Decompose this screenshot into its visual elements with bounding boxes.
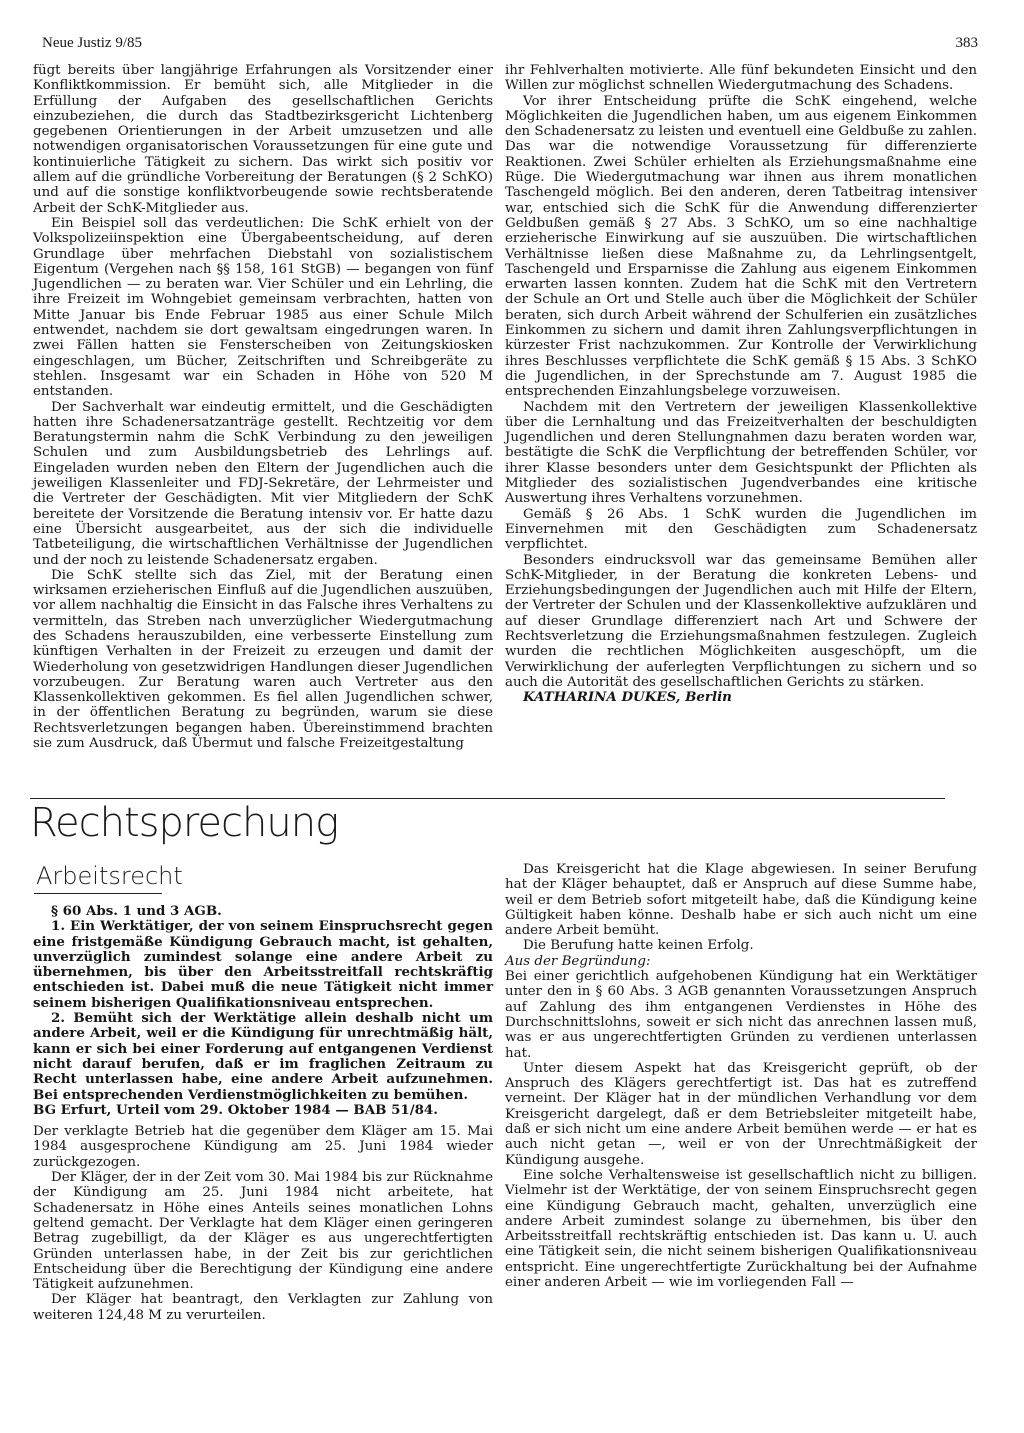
- case-left-column: [33, 904, 493, 1323]
- reasons-paragraph: Bei einer gerichtlich aufgehobenen Kündigung hat ein Werktätiger unter den in § 60 Abs. 3 AGB genannten Voraussetzungen Anspruch auf Zahlung des ihm entgangenen Verdienstes in Höhe des Durchschnittslohns, soweit er sich nicht das anrechnen lassen muß, was er aus ungerechtfertigten Gründen zu verdienen unterlassen hat.: [505, 969, 977, 1061]
- section-title: Rechtsprechung: [30, 800, 339, 846]
- page-number: 383: [955, 35, 978, 51]
- subsection-underline: [34, 893, 162, 894]
- section-divider: [30, 798, 945, 799]
- case-paragraph: Der Kläger, der in der Zeit vom 30. Mai 1984 bis zur Rücknahme der Kündigung am 25. Juni 1984 nicht arbeitete, hat Schadenersatz in Höhe eines Anteils seines monatlichen Lohns geltend gemacht. Der Verklagte hat dem Kläger einen geringeren Betrag zugebilligt, da der Kläger es aus ungerechtfertigten Gründen unterlassen habe, in der Zeit bis zur gerichtlichen Entscheidung über die Berechtigung der Kündigung eine andere Tätigkeit aufzunehmen.: [33, 1170, 493, 1293]
- article-paragraph: Gemäß § 26 Abs. 1 SchK wurden die Jugendlichen im Einvernehmen mit den Geschädigten zum Schadenersatz verpflichtet.: [505, 506, 977, 553]
- case-norm: § 60 Abs. 1 und 3 AGB.: [51, 903, 222, 919]
- article-paragraph: ihr Fehlverhalten motivierte. Alle fünf bekundeten Einsicht und den Willen zur möglichst schnellen Wiedergutmachung des Schadens.: [505, 63, 977, 94]
- case-citation: BG Erfurt, Urteil vom 29. Oktober 1984 — BAB 51/84.: [33, 1101, 438, 1118]
- article-paragraph: Die SchK stellte sich das Ziel, mit der Beratung einen wirksamen erzieherischen Einfluß auf die Jugendlichen auszuüben, vor allem nachhaltig die Einsicht in das Falsche ihres Verhaltens zu vermitteln, das Streben nach unverzüglicher Wiedergutmachung des Schadens herauszubilden, eine verbesserte Einstellung zum künftigen Verhalten in der Freizeit zu erzeugen und damit der Wiederholung von gesetzwidrigen Handlungen dieser Jugendlichen vorzubeugen. Zur Beratung waren auch Vertreter aus den Klassenkollektiven gekommen. Es fiel allen Jugendlichen schwer, in der öffentlichen Beratung zu begründen, warum sie diese Rechtsverletzungen begangen haben. Übereinstimmend brachten sie zum Ausdruck, daß Übermut und falsche Freizeitgestaltung: [33, 567, 493, 752]
- article-author: KATHARINA DUKES, Berlin: [523, 689, 732, 706]
- article-paragraph: Der Sachverhalt war eindeutig ermittelt, und die Geschädigten hatten ihre Schadenersatzanträge gestellt. Rechtzeitig vor dem Beratungstermin nahm die SchK Verbindung zu den jeweiligen Schulen und zum Ausbildungsbetrieb des Lehrlings auf. Eingeladen wurden neben den Eltern der Jugendlichen auch die jeweiligen Klassenleiter und FDJ-Sekretäre, der Lehrmeister und die Vertreter der Geschädigten. Mit vier Mitgliedern der SchK bereitete der Vorsitzende die Beratung intensiv vor. Er hatte dazu eine Übersicht ausgearbeitet, aus der sich die individuelle Tatbeteiligung, die wirtschaftlichen Verhältnisse der Jugendlichen und der noch zu leistende Schadenersatz ergaben.: [33, 399, 493, 568]
- case-paragraph: Der verklagte Betrieb hat die gegenüber dem Kläger am 15. Mai 1984 ausgesprochene Kündigung am 25. Juni 1984 wieder zurückgezogen.: [33, 1124, 493, 1170]
- page-header: [30, 30, 990, 56]
- case-headnote: 1. Ein Werktätiger, der von seinem Einspruchsrecht gegen eine fristgemäße Kündigung Gebrauch macht, ist gehalten, unverzüglich zumindest solange eine andere Arbeit zu übernehmen, bis über den Arbeitsstreitfall rechtskräftig entschieden ist. Dabei muß die neue Tätigkeit nicht immer seinem bisherigen Qualifikationsniveau entsprechen.: [33, 918, 493, 1011]
- subsection-title: Arbeitsrecht: [36, 862, 183, 890]
- case-paragraph: Die Berufung hatte keinen Erfolg.: [523, 938, 754, 954]
- reasons-heading: Aus der Begründung:: [505, 953, 651, 969]
- journal-title: Neue Justiz 9/85: [42, 35, 142, 51]
- article-paragraph: Nachdem mit den Vertretern der jeweiligen Klassenkollektive über die Lernhaltung und das Freizeitverhalten der beschuldigten Jugendlichen und deren Stellungnahmen dazu beraten worden war, bestätigte die SchK die Verpflichtung der betreffenden Schüler, vor ihrer Klasse besonders unter dem Gesichtspunkt der Pflichten als Mitglieder des sozialistischen Jugendverbandes eine kritische Auswertung ihres Verhaltens vorzunehmen.: [505, 399, 977, 507]
- case-paragraph: Das Kreisgericht hat die Klage abgewiesen. In seiner Berufung hat der Kläger behauptet, daß er Anspruch auf diese Summe habe, weil er dem Betrieb sofort mitgeteilt habe, daß die Kündigung keine Gültigkeit haben könne. Deshalb habe er sich auch nicht um eine andere Arbeit bemüht.: [505, 862, 977, 939]
- article-paragraph: Ein Beispiel soll das verdeutlichen: Die SchK erhielt von der Volkspolizeiinspektion eine Übergabeentscheidung, auf deren Grundlage über mehrfachen Diebstahl von sozialistischem Eigentum (Vergehen nach §§ 158, 161 StGB) — begangen von fünf Jugendlichen — zu beraten war. Vier Schüler und ein Lehrling, die ihre Freizeit im Wohngebiet gemeinsam verbrachten, hatten von Mitte Januar bis Ende Februar 1985 aus einer Schule Milch entwendet, nachdem sie dort gewaltsam eingedrungen waren. In zwei Fällen hatten sie Fensterscheiben von Zeitungskiosken eingeschlagen, um Bücher, Zeitschriften und Schreibgeräte zu stehlen. Insgesamt war ein Schaden in Höhe von 520 M entstanden.: [33, 215, 493, 400]
- case-headnote: 2. Bemüht sich der Werktätige allein deshalb nicht um andere Arbeit, weil er die Kündigung für unrechtmäßig hält, kann er sich bei einer Forderung auf entgangenen Verdienst nicht darauf berufen, daß er im fraglichen Zeitraum zu Recht unterlassen habe, eine andere Arbeit aufzunehmen. Bei entsprechenden Verdienstmöglichkeiten zu bemühen.: [33, 1010, 493, 1103]
- case-right-column: [505, 862, 977, 1290]
- article-left-column: [33, 63, 493, 751]
- reasons-paragraph: Unter diesem Aspekt hat das Kreisgericht geprüft, ob der Anspruch des Klägers gerechtfertigt ist. Das hat es zutreffend verneint. Der Kläger hat in der mündlichen Verhandlung vor dem Kreisgericht dargelegt, daß er dem Betriebsleiter mitgeteilt habe, daß er sich nicht um eine andere Arbeit bemühen werde — er hat es auch nicht getan —, weil er von der Unrechtmäßigkeit der Kündigung ausgehe.: [505, 1060, 977, 1168]
- article-paragraph: Besonders eindrucksvoll war das gemeinsame Bemühen aller SchK-Mitglieder, in der Beratung die konkreten Lebens- und Erziehungsbedingungen der Jugendlichen auch mit Hilfe der Eltern, der Vertreter der Schulen und der Klassenkollektive aufzuklären und auf dieser Grundlage differenziert nach Art und Schwere der Rechtsverletzung die Erziehungsmaßnahmen festzulegen. Zugleich wurden die rechtlichen Möglichkeiten ausgeschöpft, um die Verwirklichung der auferlegten Verpflichtungen zu sichern und so auch die Autorität des gesellschaftlichen Gerichts zu stärken.: [505, 552, 977, 690]
- case-paragraph: Der Kläger hat beantragt, den Verklagten zur Zahlung von weiteren 124,48 M zu verurteilen.: [33, 1292, 493, 1323]
- article-paragraph: fügt bereits über langjährige Erfahrungen als Vorsitzender einer Konfliktkommission. Er bemüht sich, alle Mitglieder in die Erfüllung der Aufgaben des gesellschaftlichen Gerichts einzubeziehen, die durch das Stadtbezirksgericht Lichtenberg gegebenen Orientierungen in der Arbeit umzusetzen und alle notwendigen organisatorischen Voraussetzungen für eine gute und kontinuierliche Tätigkeit zu sichern. Das wirkt sich positiv vor allem auf die gründliche Vorbereitung der Beratungen (§ 2 SchKO) und auf die sonstige konfliktvorbeugende sowie rechtsberatende Arbeit der SchK-Mitglieder aus.: [33, 63, 493, 216]
- reasons-paragraph: Eine solche Verhaltensweise ist gesellschaftlich nicht zu billigen. Vielmehr ist der Werktätige, der von seinem Einspruchsrecht gegen eine Kündigung Gebrauch macht, gehalten, unverzüglich eine andere Arbeit zumindest solange zu übernehmen, bis über den Arbeitsstreitfall rechtskräftig entschieden ist. Das kann u. U. auch eine Tätigkeit sein, die nicht seinem bisherigen Qualifikationsniveau entspricht. Eine ungerechtfertigte Zurückhaltung bei der Aufnahme einer anderen Arbeit — wie im vorliegenden Fall —: [505, 1167, 977, 1291]
- article-right-column: [505, 63, 977, 705]
- article-paragraph: Vor ihrer Entscheidung prüfte die SchK eingehend, welche Möglichkeiten die Jugendlichen haben, um aus eigenem Einkommen den Schadenersatz zu leisten und eventuell eine Geldbuße zu zahlen. Das war die notwendige Voraussetzung für differenzierte Reaktionen. Zwei Schüler erhielten als Erziehungsmaßnahme eine Rüge. Die Wiedergutmachung war ihnen aus ihrem monatlichen Taschengeld möglich. Bei den anderen, deren Tatbeitrag intensiver war, entschied sich die SchK für die Anwendung differenzierter Geldbußen gemäß § 27 Abs. 3 SchKO, um so eine nachhaltige erzieherische Einwirkung auf sie auszuüben. Die wirtschaftlichen Verhältnisse ließen diese Maßnahme zu, da Lehrlingsentgelt, Taschengeld und Ersparnisse die Zahlung aus eigenem Einkommen erwarten lassen konnten. Zudem hat die SchK mit den Vertretern der Schule an Ort und Stelle auch über die Möglichkeit der Schüler beraten, sich durch Arbeit während der Schulferien ein zusätzliches Einkommen zu sichern und damit ihren Zahlungsverpflichtungen in kürzester Frist nachzukommen. Zur Kontrolle der Verwirklichung ihres Beschlusses verpflichtete die SchK gemäß § 15 Abs. 3 SchKO die Jugendlichen, in der Sprechstunde am 7. August 1985 die entsprechenden Einzahlungsbelege vorzuweisen.: [505, 93, 977, 400]
